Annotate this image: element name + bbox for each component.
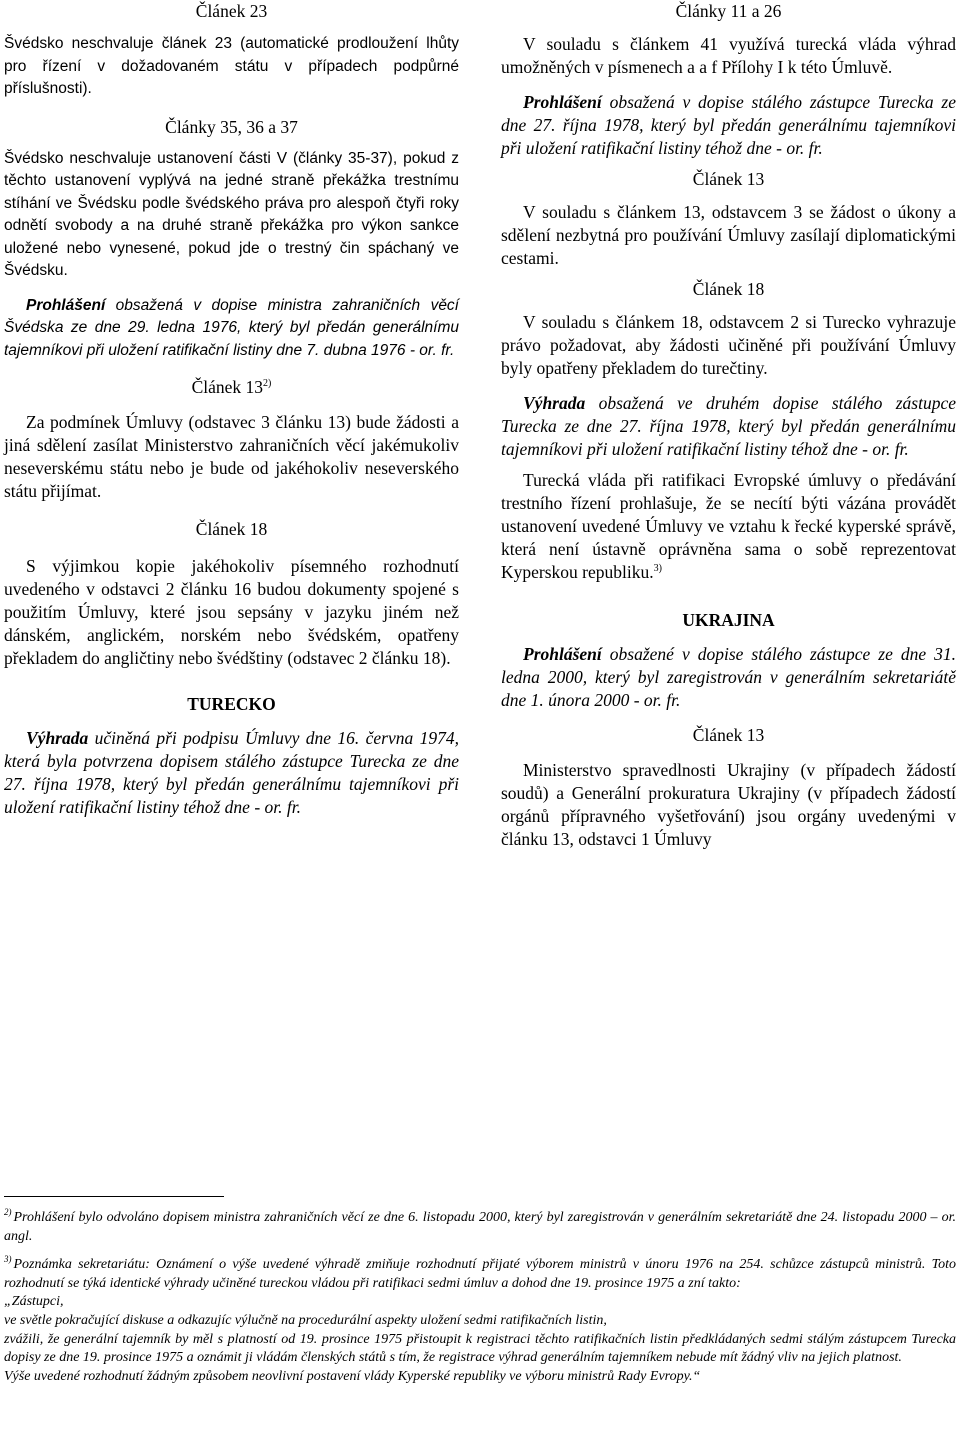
clanek13-heading <box>4 376 459 399</box>
clanky35-heading: Články 35, 36 a 37 <box>165 116 298 137</box>
right-column <box>501 0 956 851</box>
footnote-3-number: 3) <box>4 1254 12 1265</box>
clanek18-heading: Článek 18 <box>195 519 268 539</box>
footnote-quote-4: Výše uvedené rozhodnutí žádným způsobem neovlivní postavení vlády Kyperské republiky ve výboru ministrů Rady Evropy.“ <box>4 1368 701 1384</box>
clanky11-text: V souladu s článkem 41 využívá turecká vláda výhrad umožněných v písmenech a a f Přílohy I k této Úmluvě. <box>501 34 956 77</box>
footnote-quote-3: zvážili, že generální tajemník by měl s platností od 19. prosince 1975 přistoupit k registraci těchto ratifikačních listin předkládaných sedmi stálým zástupcem Turecka dopisy ze dne 19. prosince 1975 a oznámit ji vládám členských států s tím, že registrace výhrad generálním tajemníkem nebude mít žádný vliv na jejich platnost. <box>4 1331 956 1366</box>
footnote-ref-3: 3) <box>653 563 662 574</box>
vyhrada-turecka-2 <box>501 392 956 461</box>
footnotes <box>4 1196 956 1386</box>
ukr-clanek13-text: Ministerstvo spravedlnosti Ukrajiny (v případech žádostí soudů) a Generální prokuratura Ukrajiny (v případech žádostí orgánů přípravného vyšetřování) jsou orgány uvedenými v článku 13, odstavci 1 Úmluvy <box>501 760 956 849</box>
clanek23-heading: Článek 23 <box>195 1 268 21</box>
prohlaseni-svedska <box>4 295 459 363</box>
clanek18-text: V souladu s článkem 18, odstavcem 2 si Turecko vyhrazuje právo požadovat, aby žádosti učiněné při používání Úmluvy byly opatřeny překladem do turečtiny. <box>501 312 956 378</box>
footnote-quote-1: „Zástupci, <box>4 1294 64 1310</box>
vyhrada-label: Výhrada <box>523 393 586 413</box>
turecko-heading: TURECKO <box>187 694 276 714</box>
clanek13-title: Článek 13 <box>191 377 264 397</box>
ukrajina-heading: UKRAJINA <box>682 610 775 630</box>
prohlaseni-text: obsažená v dopise ministra zahraničních věcí Švédska ze dne 29. ledna 1976, který byl předán generálnímu tajemníkovi při uložení ratifikační listiny dne 7. dubna 1976 - or. fr. <box>4 296 459 359</box>
turecka-vlada-body: Turecká vláda při ratifikaci Evropské úmluvy o předávání trestního řízení prohlašuje, že se necítí býti vázána provádět ustanovení uvedené Úmluvy ve vztahu k řecké kyperské správě, která není ústavně oprávněna sama o sobě reprezentovat Kyperskou republiku. <box>501 470 956 582</box>
footnote-divider <box>4 1196 224 1197</box>
vyhrada-text: učiněná při podpisu Úmluvy dne 16. června 1974, která byla potvrzena dopisem stálého zástupce Turecka ze dne 27. října 1978, který byl předán generálnímu tajemníkovi při uložení ratifikační listiny téhož dne - or. fr. <box>4 728 459 817</box>
clanek13-text: V souladu s článkem 13, odstavcem 3 se žádost o úkony a sdělení nezbytná pro používání Úmluvy zasílají diplomatickými cestami. <box>501 202 956 268</box>
left-column <box>4 0 459 819</box>
prohlaseni-text: obsažené v dopise stálého zástupce ze dne 31. ledna 2000, který byl zaregistrován v generálním sekretariátě dne 1. února 2000 - or. fr. <box>501 644 956 710</box>
prohlaseni-label: Prohlášení <box>523 644 602 664</box>
footnote-2-number: 2) <box>4 1207 12 1217</box>
vyhrada-turecka <box>4 727 459 819</box>
clanek13-heading: Článek 13 <box>692 169 765 189</box>
clanky35-text: Švédsko neschvaluje ustanovení části V (články 35-37), pokud z těchto ustanovení vyplývá na jedné straně překážka trestnímu stíhání ve Švédsku podle švédského práva pro alespoň čtyři roky odnětí svobody a na druhé straně překážka pro výkon sankce uložené nebo vynesené, pokud jde o trestný čin spáchaný ve Švédsku. <box>4 149 459 279</box>
prohlaseni-text: obsažená v dopise stálého zástupce Turecka ze dne 27. října 1978, který byl předán generálnímu tajemníkovi při uložení ratifikační listiny téhož dne - or. fr. <box>501 92 956 158</box>
prohlaseni-label: Prohlášení <box>26 296 106 314</box>
footnote-3 <box>4 1250 956 1293</box>
footnote-2-text: Prohlášení bylo odvoláno dopisem ministra zahraničních věcí ze dne 6. listopadu 2000, který byl zaregistrován v generálním sekretariátě dne 24. listopadu 2000 – or. angl. <box>4 1210 956 1244</box>
clanky11-heading: Články 11 a 26 <box>675 1 782 21</box>
clanek18-heading: Článek 18 <box>692 279 765 299</box>
turecka-vlada-text <box>501 469 956 584</box>
footnote-2 <box>4 1203 956 1246</box>
prohlaseni-ukrajiny <box>501 643 956 712</box>
prohlaseni-label: Prohlášení <box>523 92 602 112</box>
prohlaseni-turecka <box>501 91 956 160</box>
clanek13-text: Za podmínek Úmluvy (odstavec 3 článku 13) bude žádosti a jiná sdělení zasílat Ministerstvo zahraničních věcí jakémukoliv neseverskému státu nebo je bude od jakéhokoliv neseverského státu přijímat. <box>4 412 459 501</box>
clanek18-text: S výjimkou kopie jakéhokoliv písemného rozhodnutí uvedeného v odstavci 2 článku 16 budou dokumenty spojené s použitím Úmluvy, které jsou sepsány v jazyku jiném než dánském, anglickém, norském nebo švédském, opatřeny překladem do angličtiny nebo švédštiny (odstavec 2 článku 18). <box>4 556 459 668</box>
footnote-quote-2: ve světle pokračující diskuse a odkazujíc výlučně na procedurální aspekty uložení sedmi ratifikačních listin, <box>4 1312 607 1328</box>
footnote-ref-2: 2) <box>263 378 272 389</box>
ukr-clanek13-heading: Článek 13 <box>692 725 765 745</box>
footnote-3-text: Poznámka sekretariátu: Oznámení o výše uvedené výhradě zmiňuje rozhodnutí přijaté výborem ministrů v únoru 1976 na 254. schůzce zástupců ministrů. Toto rozhodnutí se týká identické výhrady učiněné tureckou vládou při ratifikaci sedmi úmluv a dohod dne 19. prosince 1975 a zní takto: <box>4 1257 956 1291</box>
clanek23-text: Švédsko neschvaluje článek 23 (automatické prodloužení lhůty pro řízení v dožadovaném státu v případech podpůrné příslušnosti). <box>4 35 459 97</box>
vyhrada-label: Výhrada <box>26 728 89 748</box>
vyhrada-text: obsažená ve druhém dopise stálého zástupce Turecka ze dne 27. října 1978, který byl předán generálnímu tajemníkovi při uložení ratifikační listiny téhož dne - or. fr. <box>501 393 956 459</box>
